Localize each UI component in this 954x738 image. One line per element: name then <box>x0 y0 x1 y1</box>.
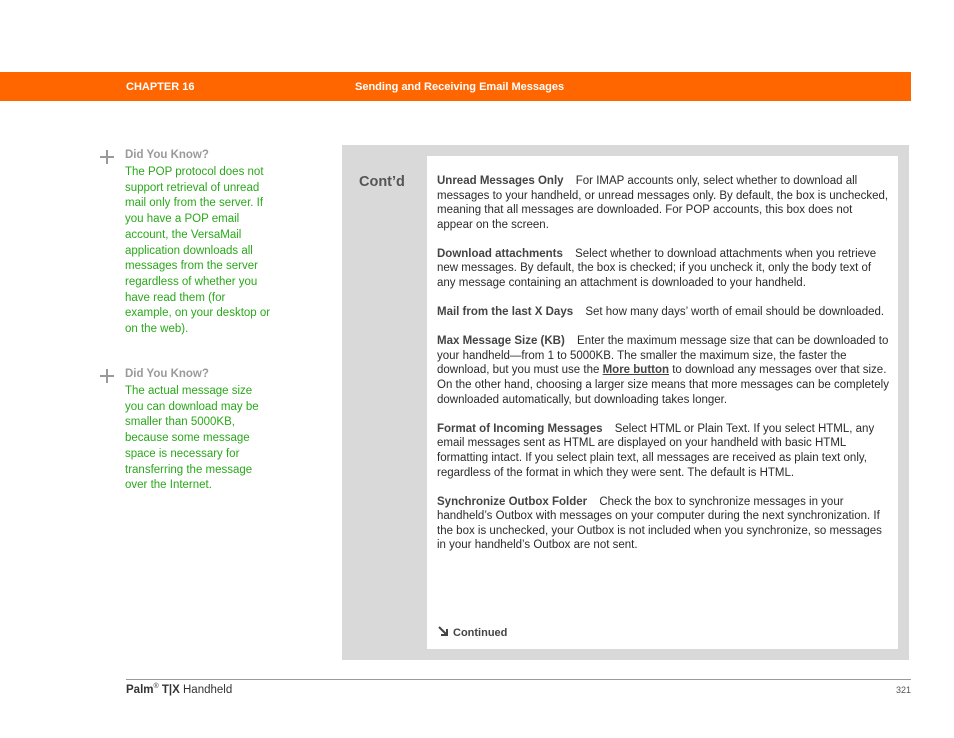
setting-description: Select whether to download attachments when you retrieve new messages. By default, the box is checked; if you uncheck it, only the body text of any message containing an attachment is downloaded to your handheld. <box>437 247 877 290</box>
setting-term: Max Message Size (KB) <box>437 335 565 348</box>
continued-label: Continued <box>453 627 508 639</box>
setting-description: Check the box to synchronize messages in your handheld’s Outbox with messages on your computer during the next synchronization. If the box is unchecked, your Outbox is not included when you synchronize, so messages in your handheld’s Outbox are not sent. <box>437 495 882 552</box>
page-number: 321 <box>895 685 911 695</box>
footer-divider <box>126 679 911 680</box>
setting-item <box>437 495 889 553</box>
setting-item <box>437 422 889 480</box>
setting-term: Download attachments <box>437 247 563 260</box>
product-name: Handheld <box>183 683 233 696</box>
tip-heading: Did You Know? <box>125 149 209 161</box>
plus-icon <box>100 369 114 383</box>
setting-description: Enter the maximum message size that can be downloaded to your handheld—from 1 to 5000KB. The smaller the maximum size, the faster the download, but you must use the <box>437 335 889 377</box>
contd-label: Cont’d <box>359 174 405 190</box>
more-button-link[interactable]: More button <box>602 364 670 377</box>
continued-link[interactable] <box>437 625 507 639</box>
setting-term: Unread Messages Only <box>437 175 564 187</box>
setting-description-continued: to download any messages over that size. On the other hand, choosing a larger size means that more messages can be completely downloaded automatically, but downloading takes longer. <box>437 364 889 406</box>
model-name: T|X <box>161 683 180 696</box>
setting-description: Set how many days’ worth of email should be downloaded. <box>585 306 885 319</box>
tip-body: The actual message size you can download may be smaller than 5000KB, because some message space is necessary for transferring the message over the Internet. <box>125 385 259 492</box>
setting-term: Format of Incoming Messages <box>437 422 603 435</box>
tip-heading: Did You Know? <box>125 368 209 380</box>
tip-body: The POP protocol does not support retrieval of unread mail only from the server. If you have a POP email account, the VersaMail application downloads all messages from the server regardless of whether you have read them (for example, on your desktop or on the web). <box>125 166 271 336</box>
setting-description: Select HTML or Plain Text. If you select HTML, any email messages sent as HTML are displayed on your handheld with basic HTML formatting intact. If you select plain text, all messages are received as plain text only, regardless of the format in which they were sent. The default is HTML. <box>437 422 875 479</box>
setting-item <box>437 334 889 407</box>
arrow-down-right-icon <box>437 625 450 638</box>
setting-item <box>437 247 889 291</box>
registered-mark: ® <box>153 683 159 690</box>
setting-term: Mail from the last X Days <box>437 306 574 319</box>
brand-name: Palm <box>126 683 154 696</box>
plus-icon <box>100 150 114 164</box>
settings-description-list <box>437 174 889 567</box>
footer-product <box>126 683 232 696</box>
chapter-number: CHAPTER 16 <box>126 81 195 93</box>
setting-item <box>437 305 889 320</box>
chapter-title: Sending and Receiving Email Messages <box>355 81 565 93</box>
setting-term: Synchronize Outbox Folder <box>437 495 588 508</box>
setting-description: For IMAP accounts only, select whether to download all messages to your handheld, or unread messages only. By default, the box is unchecked, meaning that all messages are downloaded. For POP accounts, this box does not appear on the screen. <box>437 175 889 231</box>
setting-item <box>437 174 889 232</box>
